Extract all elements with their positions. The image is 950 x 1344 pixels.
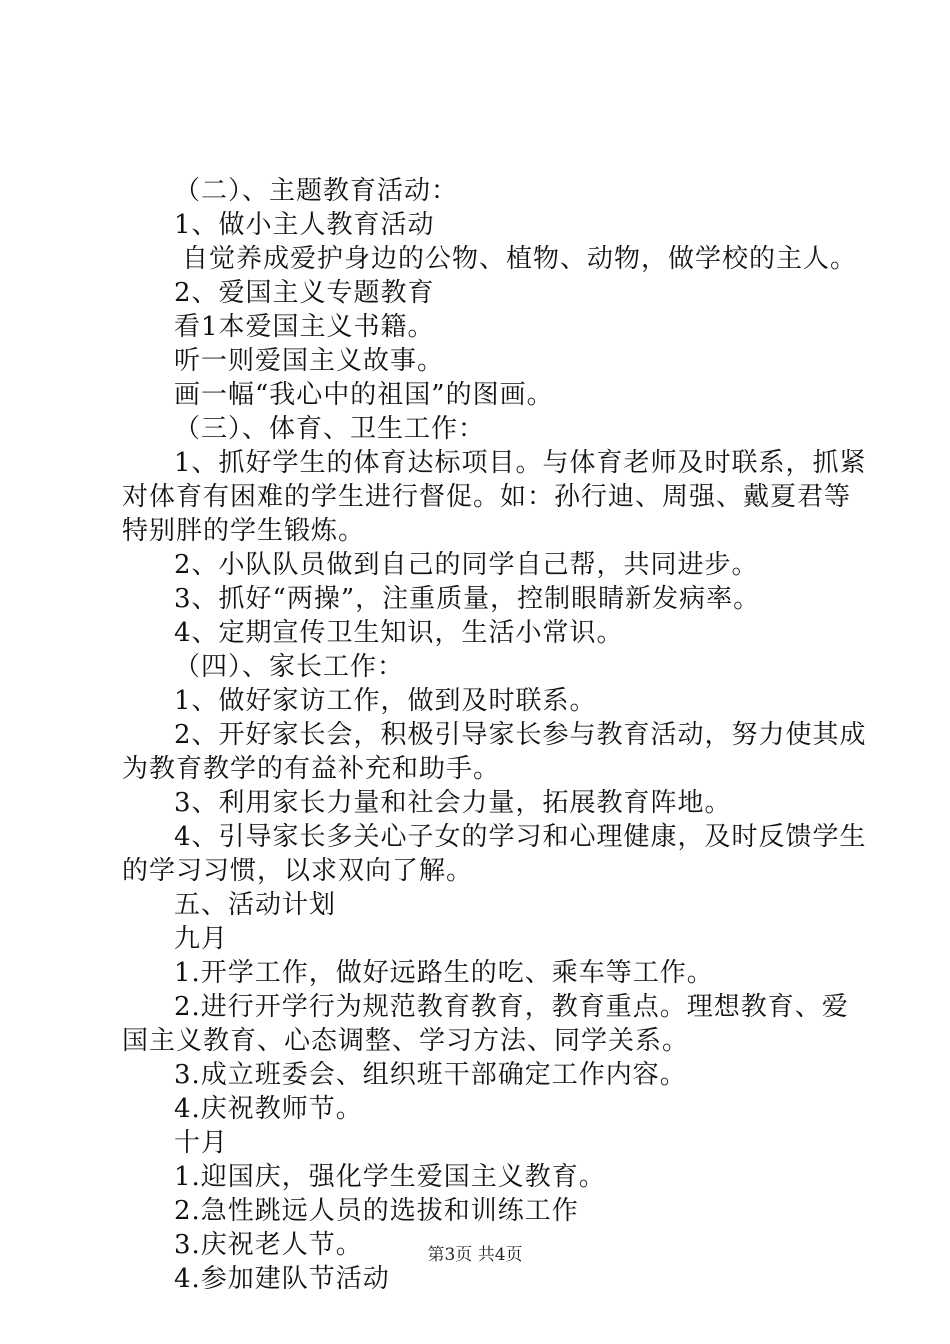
paragraph-line: 国主义教育、心态调整、学习方法、同学关系。 [122,1026,690,1056]
paragraph-line: 对体育有困难的学生进行督促。如：孙行迪、周强、戴夏君等 [122,482,852,512]
paragraph-line: 2.急性跳远人员的选拔和训练工作 [174,1196,579,1226]
paragraph-line: 4.参加建队节活动 [174,1264,390,1294]
paragraph-line: 看1本爱国主义书籍。 [174,312,435,342]
paragraph-line: 4、引导家长多关心子女的学习和心理健康，及时反馈学生 [174,822,867,852]
paragraph-line: 3、利用家长力量和社会力量，拓展教育阵地。 [174,788,732,818]
paragraph-line: 1、做小主人教育活动 [174,210,435,240]
paragraph-line: 1.迎国庆，强化学生爱国主义教育。 [174,1162,606,1192]
page-number-footer: 第3页 共4页 [427,1245,523,1265]
paragraph-line: 3.成立班委会、组织班干部确定工作内容。 [174,1060,687,1090]
paragraph-line: 3、抓好“两操”，注重质量，控制眼睛新发病率。 [174,584,761,614]
paragraph-line: 画一幅“我心中的祖国”的图画。 [174,380,554,410]
section-heading-theme-education: （二）、主题教育活动： [174,176,459,206]
paragraph-line: 1.开学工作，做好远路生的吃、乘车等工作。 [174,958,714,988]
paragraph-line: 2、开好家长会，积极引导家长参与教育活动，努力使其成 [174,720,867,750]
paragraph-line: 自觉养成爱护身边的公物、植物、动物，做学校的主人。 [182,244,858,274]
paragraph-line: 的学习习惯，以求双向了解。 [122,856,474,886]
paragraph-line: 4、定期宣传卫生知识，生活小常识。 [174,618,624,648]
paragraph-line: 为教育教学的有益补充和助手。 [122,754,501,784]
paragraph-line: 2.进行开学行为规范教育教育，教育重点。理想教育、爱 [174,992,849,1022]
month-heading-september: 九月 [174,924,229,954]
paragraph-line: 2、小队队员做到自己的同学自己帮，共同进步。 [174,550,759,580]
paragraph-line: 3.庆祝老人节。 [174,1230,363,1260]
paragraph-line: 听一则爱国主义故事。 [174,346,445,376]
month-heading-october: 十月 [174,1128,229,1158]
section-heading-activity-plan: 五、活动计划 [174,890,337,920]
paragraph-line: 1、做好家访工作，做到及时联系。 [174,686,597,716]
section-heading-parent-work: （四）、家长工作： [174,652,405,682]
paragraph-line: 1、抓好学生的体育达标项目。与体育老师及时联系，抓紧 [174,448,867,478]
section-heading-sports-hygiene: （三）、体育、卫生工作： [174,414,486,444]
paragraph-line: 特别胖的学生锻炼。 [122,516,366,546]
paragraph-line: 4.庆祝教师节。 [174,1094,363,1124]
paragraph-line: 2、爱国主义专题教育 [174,278,435,308]
